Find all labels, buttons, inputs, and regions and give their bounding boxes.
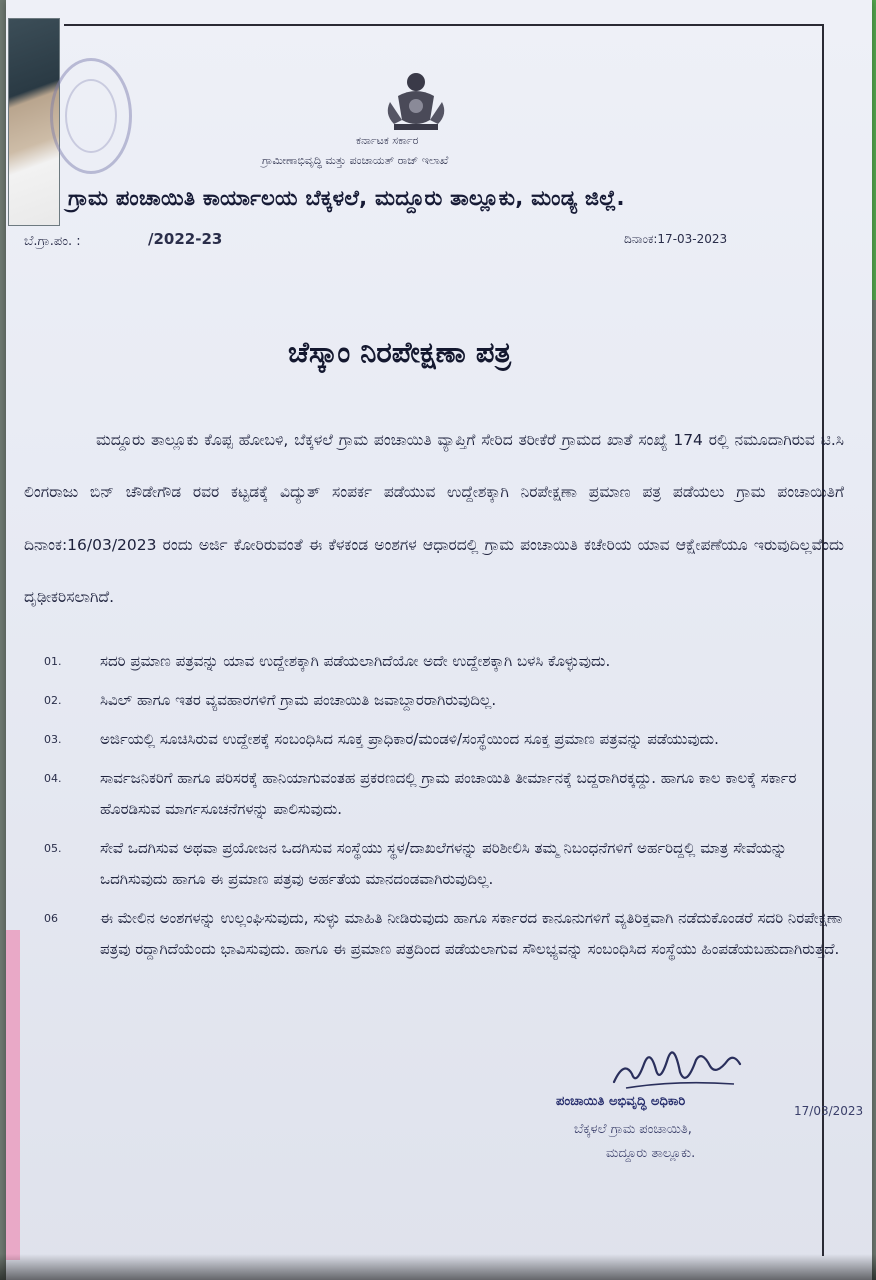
signatory-designation: ಪಂಚಾಯಿತಿ ಅಭಿವೃದ್ಧಿ ಅಧಿಕಾರಿ [556,1094,686,1109]
office-header: ಗ್ರಾಮ ಪಂಚಾಯಿತಿ ಕಾರ್ಯಾಲಯ ಬೆಕ್ಕಳಲೆ, ಮದ್ದೂರು ತಾಲ್ಲೂಕು, ಮಂಡ್ಯ ಜಿಲ್ಲೆ. [68,186,625,210]
condition-text: ಸಾರ್ವಜನಿಕರಿಗೆ ಹಾಗೂ ಪರಿಸರಕ್ಕೆ ಹಾನಿಯಾಗುವಂತಹ ಪ್ರಕರಣದಲ್ಲಿ ಗ್ರಾಮ ಪಂಚಾಯಿತಿ ತೀರ್ಮಾನಕ್ಕೆ ಬದ್ದರಾಗಿರಕ್ಕದ್ದು. ಹಾಗೂ ಕಾಲ ಕಾಲಕ್ಕೆ ಸರ್ಕಾರ ಹೊರಡಿಸುವ ಮಾರ್ಗಸೂಚನೆಗಳನ್ನು ಪಾಲಿಸುವುದು. [100,769,797,818]
condition-item [44,833,844,895]
reference-label: ಬೆ.ಗ್ರಾ.ಪಂ. : [24,234,81,249]
issue-date: ದಿನಾಂಕ:17-03-2023 [624,232,728,246]
condition-number: 02. [44,694,62,707]
signature-date: 17/03/2023 [794,1104,864,1118]
condition-number: 03. [44,733,62,746]
condition-text: ಸೇವೆ ಒದಗಿಸುವ ಅಥವಾ ಪ್ರಯೋಜನ ಒದಗಿಸುವ ಸಂಸ್ಥೆಯು ಸ್ಥಳ/ದಾಖಲೆಗಳನ್ನು ಪರಿಶೀಲಿಸಿ ತಮ್ಮ ನಿಬಂಧನೆಗಳಿಗೆ ಅರ್ಹರಿದ್ದಲ್ಲಿ ಮಾತ್ರ ಸೇವೆಯನ್ನು ಒದಗಿಸುವುದು ಹಾಗೂ ಈ ಪ್ರಮಾಣ ಪತ್ರವು ಅರ್ಹತೆಯ ಮಾನದಂಡವಾಗಿರುವುದಿಲ್ಲ. [100,839,787,888]
signatory-taluk: ಮದ್ದೂರು ತಾಲ್ಲೂಕು. [606,1146,696,1161]
condition-item [44,724,844,755]
handwritten-signature [606,1030,746,1100]
condition-number: 01. [44,655,62,668]
karnataka-emblem-icon [376,62,456,134]
condition-number: 05. [44,842,62,855]
condition-item [44,646,844,677]
condition-item [44,903,844,965]
condition-number: 06 [44,912,58,925]
condition-text: ಸದರಿ ಪ್ರಮಾಣ ಪತ್ರವನ್ನು ಯಾವ ಉದ್ದೇಶಕ್ಕಾಗಿ ಪಡೆಯಲಾಗಿದೆಯೋ ಅದೇ ಉದ್ದೇಶಕ್ಕಾಗಿ ಬಳಸಿ ಕೊಳ್ಳುವುದು. [100,652,611,670]
underlying-pink-sheet [6,930,20,1260]
conditions-list [44,646,844,973]
condition-item [44,685,844,716]
signatory-office: ಬೆಕ್ಕಳಲೆ ಗ್ರಾಮ ಪಂಚಾಯಿತಿ, [574,1122,692,1137]
condition-text: ಅರ್ಜಿಯಲ್ಲಿ ಸೂಚಿಸಿರುವ ಉದ್ದೇಶಕ್ಕೆ ಸಂಬಂಧಿಸಿದ ಸೂಕ್ತ ಪ್ರಾಧಿಕಾರ/ಮಂಡಳಿ/ಸಂಸ್ಥೆಯಿಂದ ಸೂಕ್ತ ಪ್ರಮಾಣ ಪತ್ರವನ್ನು ಪಡೆಯುವುದು. [100,730,719,748]
condition-number: 04. [44,772,62,785]
condition-text: ಸಿವಿಲ್ ಹಾಗೂ ಇತರ ವ್ಯವಹಾರಗಳಿಗೆ ಗ್ರಾಮ ಪಂಚಾಯಿತಿ ಜವಾಬ್ದಾರರಾಗಿರುವುದಿಲ್ಲ. [100,691,497,709]
government-name: ಕರ್ನಾಟಕ ಸರ್ಕಾರ [356,134,419,147]
condition-item [44,763,844,825]
document-paper [6,0,872,1280]
photo-shadow [0,1254,876,1280]
department-name: ಗ್ರಾಮೀಣಾಭಿವೃದ್ಧಿ ಮತ್ತು ಪಂಚಾಯತ್ ರಾಜ್ ಇಲಾಖೆ [262,154,449,167]
reference-year: /2022-23 [148,230,223,248]
document-title: ಚೆಸ್ಕಾಂ ನಿರಪೇಕ್ಷಣಾ ಪತ್ರ [288,335,512,369]
condition-text: ಈ ಮೇಲಿನ ಅಂಶಗಳನ್ನು ಉಲ್ಲಂಘಿಸುವುದು, ಸುಳ್ಳು ಮಾಹಿತಿ ನೀಡಿರುವುದು ಹಾಗೂ ಸರ್ಕಾರದ ಕಾನೂನುಗಳಿಗೆ ವ್ಯತಿರಿಕ್ತವಾಗಿ ನಡೆದುಕೊಂಡರೆ ಸದರಿ ನಿರಪೇಕ್ಷಣಾ ಪತ್ರವು ರದ್ದಾಗಿದೆಯೆಂದು ಭಾವಿಸುವುದು. ಹಾಗೂ ಈ ಪ್ರಮಾಣ ಪತ್ರದಿಂದ ಪಡೆಯಲಾಗುವ ಸೌಲಭ್ಯವನ್ನು ಸಂಬಂಧಿಸಿದ ಸಂಸ್ಥೆಯು ಹಿಂಪಡೆಯಬಹುದಾಗಿರುತ್ತದೆ. [100,909,843,958]
body-paragraph: ಮದ್ದೂರು ತಾಲ್ಲೂಕು ಕೊಪ್ಪ ಹೋಬಳಿ, ಬೆಕ್ಕಳಲೆ ಗ್ರಾಮ ಪಂಚಾಯಿತಿ ವ್ಯಾಪ್ತಿಗೆ ಸೇರಿದ ತರೀಕೆರೆ ಗ್ರಾಮದ ಖಾತೆ ಸಂಖ್ಯೆ 174 ರಲ್ಲಿ ನಮೂದಾಗಿರುವ ಟಿ.ಸಿ ಲಿಂಗರಾಜು ಬಿನ್ ಚೌಡೇಗೌಡ ರವರ ಕಟ್ಟಡಕ್ಕೆ ವಿದ್ಯುತ್ ಸಂಪರ್ಕ ಪಡೆಯುವ ಉದ್ದೇಶಕ್ಕಾಗಿ ನಿರಪೇಕ್ಷಣಾ ಪ್ರಮಾಣ ಪತ್ರ ಪಡೆಯಲು ಗ್ರಾಮ ಪಂಚಾಯಿತಿಗೆ ದಿನಾಂಕ:16/03/2023 ರಂದು ಅರ್ಜಿ ಕೋರಿರುವಂತೆ ಈ ಕೆಳಕಂಡ ಅಂಶಗಳ ಆಧಾರದಲ್ಲಿ ಗ್ರಾಮ ಪಂಚಾಯಿತಿ ಕಚೇರಿಯ ಯಾವ ಆಕ್ಷೇಪಣೆಯೂ ಇರುವುದಿಲ್ಲವೆಂದು ದೃಢೀಕರಿಸಲಾಗಿದೆ. [24,430,844,606]
